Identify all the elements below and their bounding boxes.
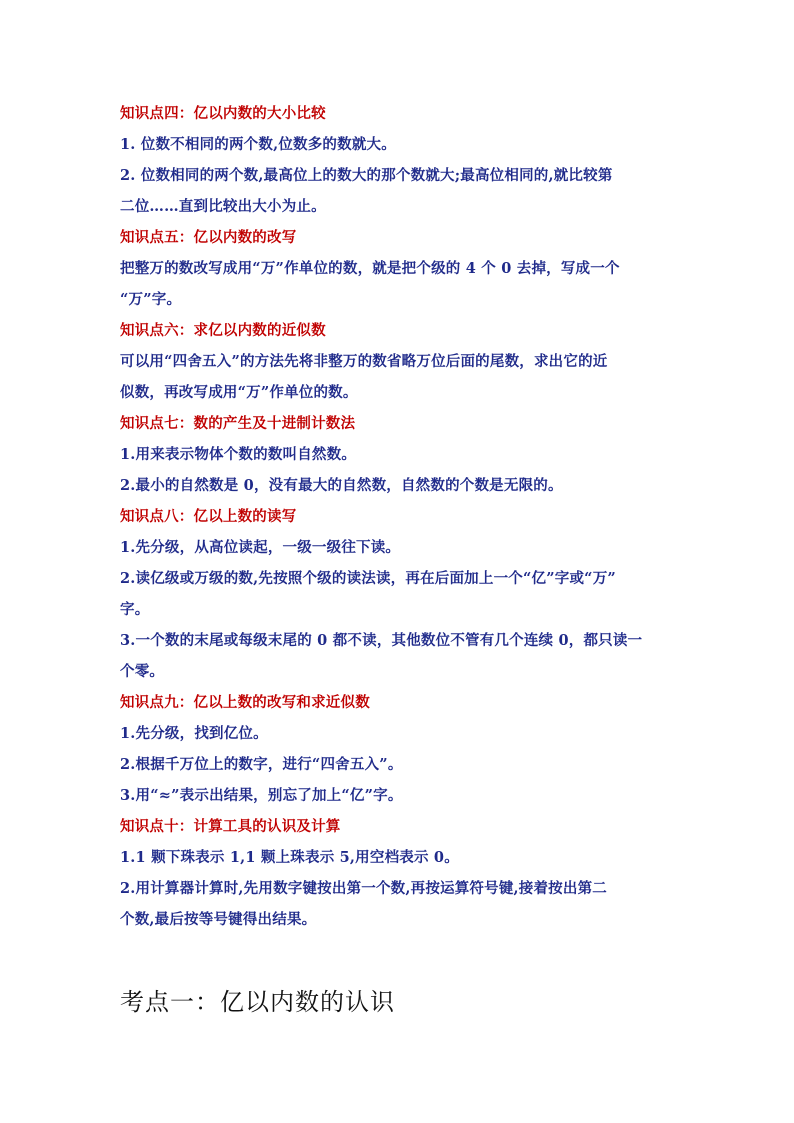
section-text-line: 2.用计算器计算时,先用数字键按出第一个数,再按运算符号键,接着按出第二 (120, 880, 607, 897)
section-8 (120, 501, 680, 687)
section-heading: 知识点五：亿以内数的改写 (120, 229, 297, 246)
section-text-line: 2. 位数相同的两个数,最高位上的数大的那个数就大;最高位相同的,就比较第 (120, 167, 613, 184)
section-text-line: 2.根据千万位上的数字，进行“四舍五入”。 (120, 756, 403, 773)
section-10 (120, 811, 680, 935)
section-text-line: 似数，再改写成用“万”作单位的数。 (120, 384, 358, 401)
section-text-line: 3.用“≈”表示出结果，别忘了加上“亿”字。 (120, 787, 403, 804)
section-text-line: 把整万的数改写成用“万”作单位的数，就是把个级的 4 个 0 去掉，写成一个 (120, 260, 620, 277)
section-text-line: 2.最小的自然数是 0，没有最大的自然数，自然数的个数是无限的。 (120, 477, 563, 494)
section-text-line: 1. 位数不相同的两个数,位数多的数就大。 (120, 136, 396, 153)
section-5 (120, 222, 680, 315)
section-heading: 知识点四：亿以内数的大小比较 (120, 105, 326, 122)
section-text-line: 1.先分级，找到亿位。 (120, 725, 268, 742)
section-text-line: 1.1 颗下珠表示 1,1 颗上珠表示 5,用空档表示 0。 (120, 849, 459, 866)
section-7 (120, 408, 680, 501)
section-text-line: 1.用来表示物体个数的数叫自然数。 (120, 446, 357, 463)
section-text-line: 个数,最后按等号键得出结果。 (120, 911, 317, 928)
section-heading: 知识点十：计算工具的认识及计算 (120, 818, 341, 835)
section-6 (120, 315, 680, 408)
knowledge-points (120, 98, 680, 935)
section-4 (120, 98, 680, 222)
section-text-line: 字。 (120, 601, 150, 618)
section-text-line: 1.先分级，从高位读起，一级一级往下读。 (120, 539, 401, 556)
section-text-line: 个零。 (120, 663, 165, 680)
section-heading: 知识点八：亿以上数的读写 (120, 508, 297, 525)
section-heading: 知识点九：亿以上数的改写和求近似数 (120, 694, 370, 711)
section-heading: 知识点六：求亿以内数的近似数 (120, 322, 326, 339)
exam-point-title: 考点一：亿以内数的认识 (120, 988, 395, 1016)
section-text-line: 3.一个数的末尾或每级末尾的 0 都不读，其他数位不管有几个连续 0，都只读一 (120, 632, 643, 649)
section-9 (120, 687, 680, 811)
section-text-line: 2.读亿级或万级的数,先按照个级的读法读，再在后面加上一个“亿”字或“万” (120, 570, 616, 587)
section-text-line: 二位……直到比较出大小为止。 (120, 198, 326, 215)
section-text-line: “万”字。 (120, 291, 182, 308)
section-heading: 知识点七：数的产生及十进制计数法 (120, 415, 356, 432)
section-text-line: 可以用“四舍五入”的方法先将非整万的数省略万位后面的尾数，求出它的近 (120, 353, 608, 370)
